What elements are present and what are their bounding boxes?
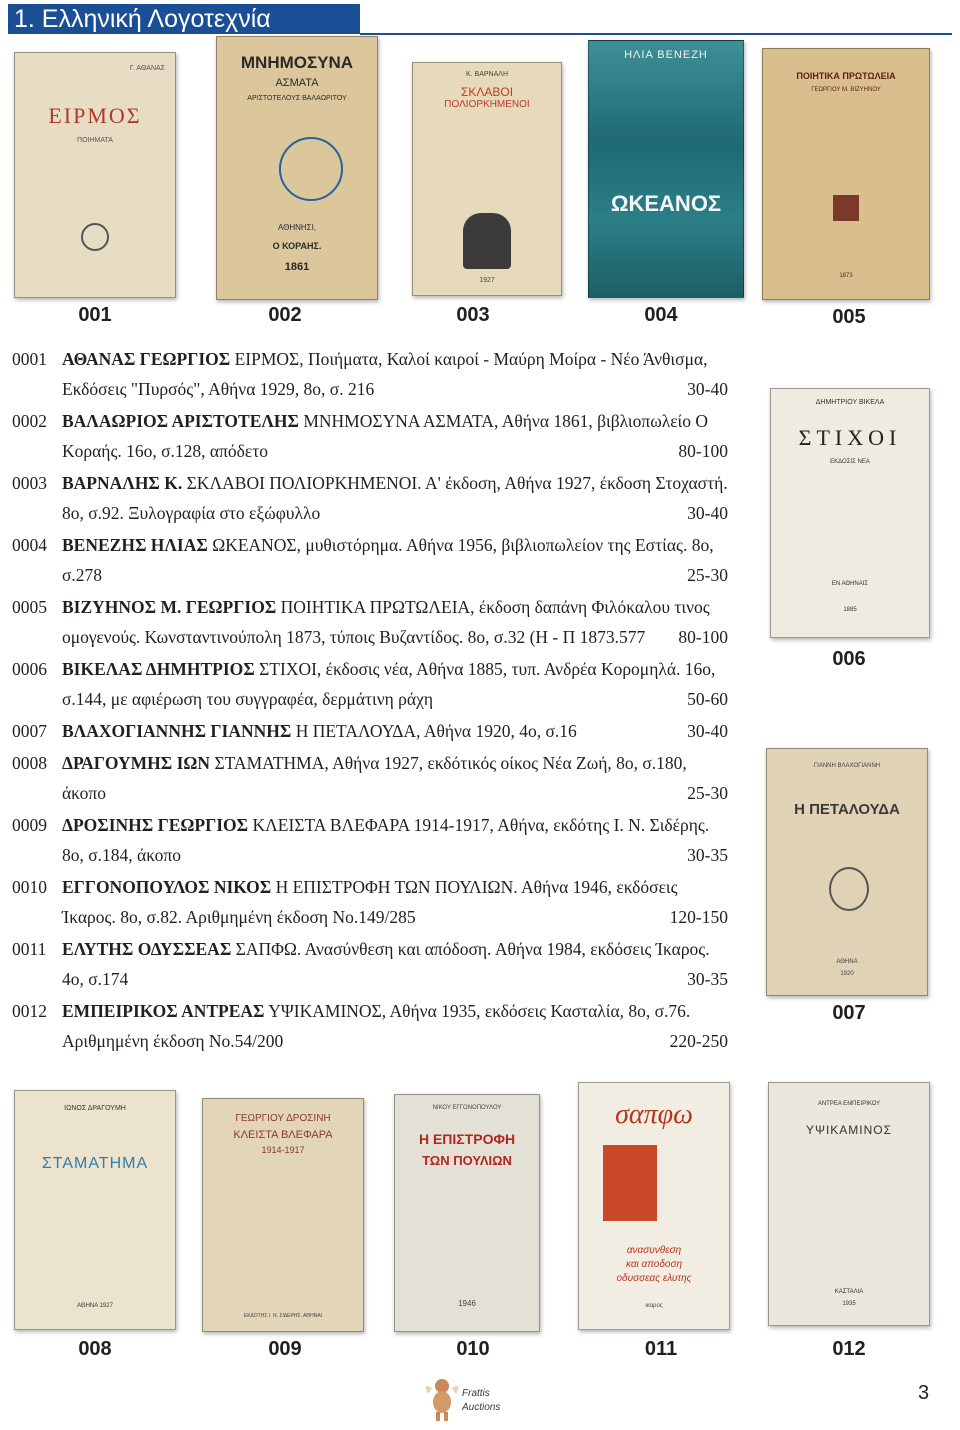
- cover-009-title: ΚΛΕΙΣΤΑ ΒΛΕΦΑΡΑ: [233, 1129, 333, 1141]
- cover-011-title: σαπφω: [615, 1099, 693, 1130]
- cover-007-author: ΓΙΑΝΝΗ ΒΛΑΧΟΓΙΑΝΝΗ: [813, 763, 881, 769]
- lot-description: ΣΤΑΜΑΤΗΜΑ, Αθήνα 1927, εκδότικός οίκος Νέα Ζωή, 8ο, σ.180, άκοπο: [62, 753, 687, 803]
- frattis-auctions-logo: [422, 1372, 532, 1422]
- lot-price: 30-35: [679, 964, 728, 994]
- lot-price: 80-100: [670, 436, 728, 466]
- cover-011: [578, 1082, 730, 1330]
- cover-002-title: ΜΝΗΜΟΣΥΝΑ: [240, 53, 354, 72]
- cover-010-title2: ΤΩΝ ΠΟΥΛΙΩΝ: [422, 1153, 512, 1168]
- lot-number: 0002: [12, 411, 47, 431]
- lot-number: 0003: [12, 473, 47, 493]
- lot-author: ΒΕΝΕΖΗΣ ΗΛΙΑΣ: [62, 535, 208, 555]
- lot-price: 30-35: [679, 840, 728, 870]
- cover-003-author: Κ. ΒΑΡΝΑΛΗ: [465, 71, 509, 78]
- cover-003-year: 1927: [479, 277, 495, 284]
- lot-author: ΒΙΖΥΗΝΟΣ Μ. ΓΕΩΡΓΙΟΣ: [62, 597, 277, 617]
- cover-007-city: ΑΘΗΝΑ: [836, 959, 858, 965]
- cover-012: [768, 1082, 930, 1326]
- list-item: [12, 344, 728, 404]
- cover-006-title: ΣΤΙΧΟΙ: [798, 425, 902, 450]
- lot-author: ΔΡΟΣΙΝΗΣ ΓΕΩΡΓΙΟΣ: [62, 815, 249, 835]
- cover-007-year: 1920: [840, 971, 854, 977]
- lot-number: 0007: [12, 721, 47, 741]
- cover-011-line1: ανασυνθεση: [626, 1245, 682, 1256]
- cover-003-title2: ΠΟΛΙΟΡΚΗΜΕΝΟΙ: [444, 99, 530, 110]
- lot-label-005: 005: [832, 306, 866, 328]
- lot-label-004: 004: [644, 304, 678, 326]
- cover-003: [412, 62, 562, 296]
- lot-number: 0009: [12, 815, 47, 835]
- list-item: [12, 468, 728, 528]
- cover-001-title: ΕΙΡΜΟΣ: [48, 103, 142, 128]
- cover-002-subtitle: ΑΣΜΑΤΑ: [275, 77, 319, 89]
- lot-price: 50-60: [679, 684, 728, 714]
- lot-price: 80-100: [670, 622, 728, 652]
- cover-003-woodcut: [463, 213, 511, 269]
- cover-002-stamp: [279, 137, 343, 201]
- lot-description: ΕΙΡΜΟΣ, Ποιήματα, Καλοί καιροί - Μαύρη Μοίρα - Νέο Άνθισμα, Εκδόσεις "Πυρσός", Αθήνα 1929, 8ο, σ. 216: [62, 349, 708, 399]
- cover-010-year: 1946: [458, 1299, 476, 1308]
- cover-007-title: Η ΠΕΤΑΛΟΥΔΑ: [794, 801, 900, 818]
- lot-number: 0012: [12, 1001, 47, 1021]
- lot-price: 30-40: [679, 498, 728, 528]
- lot-price: 25-30: [679, 560, 728, 590]
- lot-description: ΠΟΙΗΤΙΚΑ ΠΡΩΤΩΛΕΙΑ, έκδοση δαπάνη Φιλόκαλου τινος ομογενούς. Κωνσταντινούπολη 1873, τύποις Βυζαντίδος. 8ο, σ.32 (Η - Π 1873.577: [62, 597, 710, 647]
- cover-004: [588, 40, 744, 298]
- lot-description: Η ΠΕΤΑΛΟΥΔΑ, Αθήνα 1920, 4ο, σ.16: [291, 721, 577, 741]
- logo-line-1: Frattis: [462, 1388, 490, 1399]
- lot-description: ΣΑΠΦΩ. Ανασύνθεση και απόδοση. Αθήνα 1984, εκδόσεις Ίκαρος. 4ο, σ.174: [62, 939, 710, 989]
- list-item: [12, 996, 728, 1056]
- cover-004-title: ΩΚΕΑΝΟΣ: [610, 191, 722, 216]
- lot-price: 30-40: [679, 374, 728, 404]
- cover-002-year: 1861: [284, 261, 310, 273]
- cover-006: [770, 388, 930, 638]
- cover-007-emblem: [829, 867, 869, 911]
- cover-012-title: ΥΨΙΚΑΜΙΝΟΣ: [805, 1123, 893, 1137]
- header-rule: [360, 33, 952, 35]
- cover-002-city: ΑΘΗΝΗΣΙ,: [277, 223, 317, 232]
- cover-008-title: ΣΤΑΜΑΤΗΜΑ: [41, 1155, 149, 1172]
- section-header: [0, 0, 960, 44]
- list-item: [12, 748, 728, 808]
- cover-012-publisher: ΚΑΣΤΑΛΙΑ: [834, 1289, 864, 1295]
- lot-author: ΒΑΡΝΑΛΗΣ Κ.: [62, 473, 183, 493]
- lot-listing: [12, 344, 728, 1058]
- cover-004-author: ΗΛΙΑ ΒΕΝΕΖΗ: [624, 49, 708, 61]
- cover-011-line2: και αποδοση: [625, 1259, 683, 1270]
- cover-007: [766, 748, 928, 996]
- list-item: [12, 406, 728, 466]
- cherub-icon: [422, 1372, 462, 1422]
- lot-price: 220-250: [662, 1026, 728, 1056]
- lot-author: ΒΙΚΕΛΑΣ ΔΗΜΗΤΡΙΟΣ: [62, 659, 255, 679]
- lot-label-001: 001: [78, 304, 112, 326]
- cover-002: [216, 36, 378, 300]
- list-item: [12, 810, 728, 870]
- cover-010-author: ΝΙΚΟΥ ΕΓΓΟΝΟΠΟΥΛΟΥ: [432, 1105, 502, 1111]
- cover-009: [202, 1098, 364, 1332]
- cover-001-subtitle: ΠΟΙΗΜΑΤΑ: [77, 137, 113, 144]
- cover-012-year: 1935: [842, 1301, 856, 1307]
- cover-011-publisher: ικαρος: [645, 1303, 663, 1309]
- lot-description: ΚΛΕΙΣΤΑ ΒΛΕΦΑΡΑ 1914-1917, Αθήνα, εκδότης Ι. Ν. Σιδέρης. 8ο, σ.184, άκοπο: [62, 815, 710, 865]
- cover-009-years: 1914-1917: [261, 1145, 305, 1155]
- lot-author: ΒΛΑΧΟΓΙΑΝΝΗΣ ΓΙΑΝΝΗΣ: [62, 721, 292, 741]
- lot-author: ΒΑΛΑΩΡΙΟΣ ΑΡΙΣΤΟΤΕΛΗΣ: [62, 411, 299, 431]
- cover-008: [14, 1090, 176, 1330]
- logo-line-2: Auctions: [462, 1402, 501, 1413]
- cover-010-title: Η ΕΠΙΣΤΡΟΦΗ: [418, 1131, 516, 1147]
- cover-010: [394, 1094, 540, 1332]
- lot-author: ΕΜΠΕΙΡΙΚΟΣ ΑΝΤΡΕΑΣ: [62, 1001, 265, 1021]
- lot-description: ΥΨΙΚΑΜΙΝΟΣ, Αθήνα 1935, εκδόσεις Κασταλία, 8ο, σ.76. Αριθμημένη έκδοση Νο.54/200: [62, 1001, 691, 1051]
- list-item: [12, 934, 728, 994]
- cover-011-artwork: [603, 1145, 657, 1221]
- lot-label-002: 002: [268, 304, 302, 326]
- lot-label-012: 012: [832, 1338, 866, 1360]
- lot-description: Η ΕΠΙΣΤΡΟΦΗ ΤΩΝ ΠΟΥΛΙΩΝ. Αθήνα 1946, εκδόσεις Ίκαρος. 8ο, σ.82. Αριθμημένη έκδοση Νο.149/285: [62, 877, 678, 927]
- cover-006-year: 1885: [843, 607, 857, 613]
- lot-description: ΩΚΕΑΝΟΣ, μυθιστόρημα. Αθήνα 1956, βιβλιοπωλείον της Εστίας. 8ο, σ.278: [62, 535, 714, 585]
- lot-number: 0005: [12, 597, 47, 617]
- cover-009-author: ΓΕΩΡΓΙΟΥ ΔΡΟΣΙΝΗ: [235, 1113, 331, 1124]
- cover-002-author: ΑΡΙΣΤΟΤΕΛΟΥΣ ΒΑΛΑΩΡΙΤΟΥ: [247, 95, 347, 102]
- cover-005-title: ΠΟΙΗΤΙΚΑ ΠΡΩΤΩΛΕΙΑ: [796, 71, 896, 81]
- cover-008-city: ΑΘΗΝΑ 1927: [77, 1303, 113, 1309]
- lot-price: 25-30: [679, 778, 728, 808]
- cover-003-title: ΣΚΛΑΒΟΙ: [460, 85, 514, 99]
- lot-author: ΑΘΑΝΑΣ ΓΕΩΡΓΙΟΣ: [62, 349, 231, 369]
- lot-description: ΣΚΛΑΒΟΙ ΠΟΛΙΟΡΚΗΜΕΝΟΙ. Α' έκδοση, Αθήνα 1927, έκδοση Στοχαστή. 8ο, σ.92. Ξυλογραφία στο εξώφυλλο: [62, 473, 728, 523]
- lot-label-006: 006: [832, 648, 866, 670]
- lot-author: ΕΓΓΟΝΟΠΟΥΛΟΣ ΝΙΚΟΣ: [62, 877, 272, 897]
- list-item: [12, 592, 728, 652]
- lot-number: 0008: [12, 753, 47, 773]
- cover-009-publisher: ΕΚΔΟΤΗΣ Ι. Ν. ΣΙΔΕΡΗΣ, ΑΘΗΝΑΙ: [243, 1313, 323, 1319]
- page-number: 3: [918, 1382, 930, 1404]
- cover-005-emblem: [833, 195, 859, 221]
- lot-author: ΕΛΥΤΗΣ ΟΔΥΣΣΕΑΣ: [62, 939, 232, 959]
- lot-price: 30-40: [679, 716, 728, 746]
- lot-label-009: 009: [268, 1338, 302, 1360]
- list-item: [12, 716, 728, 746]
- cover-001: [14, 52, 176, 298]
- lot-number: 0004: [12, 535, 47, 555]
- lot-description: ΣΤΙΧΟΙ, έκδοσις νέα, Αθήνα 1885, τυπ. Ανδρέα Κορομηλά. 16ο, σ.144, με αφιέρωση του συγγραφέα, δερμάτινη ράχη: [62, 659, 716, 709]
- cover-011-line3: οδυσσεας ελυτης: [616, 1273, 692, 1284]
- cover-006-author: ΔΗΜΗΤΡΙΟΥ ΒΙΚΕΛΑ: [815, 399, 885, 406]
- section-title: 1. Ελληνική Λογοτεχνία: [8, 4, 360, 34]
- cover-012-author: ΑΝΤΡΕΑ ΕΜΠΕΙΡΙΚΟΥ: [817, 1101, 881, 1107]
- lot-number: 0001: [12, 349, 47, 369]
- cover-005-author: ΓΕΩΡΓΙΟΥ Μ. ΒΙΖΥΗΝΟΥ: [811, 87, 881, 93]
- lot-author: ΔΡΑΓΟΥΜΗΣ ΙΩΝ: [62, 753, 211, 773]
- lot-number: 0011: [12, 939, 47, 959]
- cover-001-author: Γ. ΑΘΑΝΑΣ: [129, 65, 165, 72]
- cover-002-publisher: Ο ΚΟΡΑΗΣ.: [272, 241, 322, 251]
- cover-006-edition: ΕΚΔΟΣΙΣ ΝΕΑ: [830, 459, 870, 465]
- cover-008-author: ΙΩΝΟΣ ΔΡΑΓΟΥΜΗ: [64, 1105, 126, 1112]
- list-item: [12, 872, 728, 932]
- cover-001-emblem: [81, 223, 109, 251]
- list-item: [12, 654, 728, 714]
- cover-006-city: ΕΝ ΑΘΗΝΑΙΣ: [831, 581, 869, 587]
- list-item: [12, 530, 728, 590]
- lot-price: 120-150: [662, 902, 728, 932]
- lot-label-011: 011: [644, 1338, 678, 1360]
- lot-label-008: 008: [78, 1338, 112, 1360]
- lot-description: ΜΝΗΜΟΣΥΝΑ ΑΣΜΑΤΑ, Αθήνα 1861, βιβλιοπωλείο Ο Κοραής. 16ο, σ.128, απόδετο: [62, 411, 709, 461]
- cover-005: [762, 48, 930, 300]
- lot-label-010: 010: [456, 1338, 490, 1360]
- lot-number: 0006: [12, 659, 47, 679]
- cover-005-year: 1873: [839, 273, 853, 279]
- lot-label-003: 003: [456, 304, 490, 326]
- lot-label-007: 007: [832, 1002, 866, 1024]
- lot-number: 0010: [12, 877, 47, 897]
